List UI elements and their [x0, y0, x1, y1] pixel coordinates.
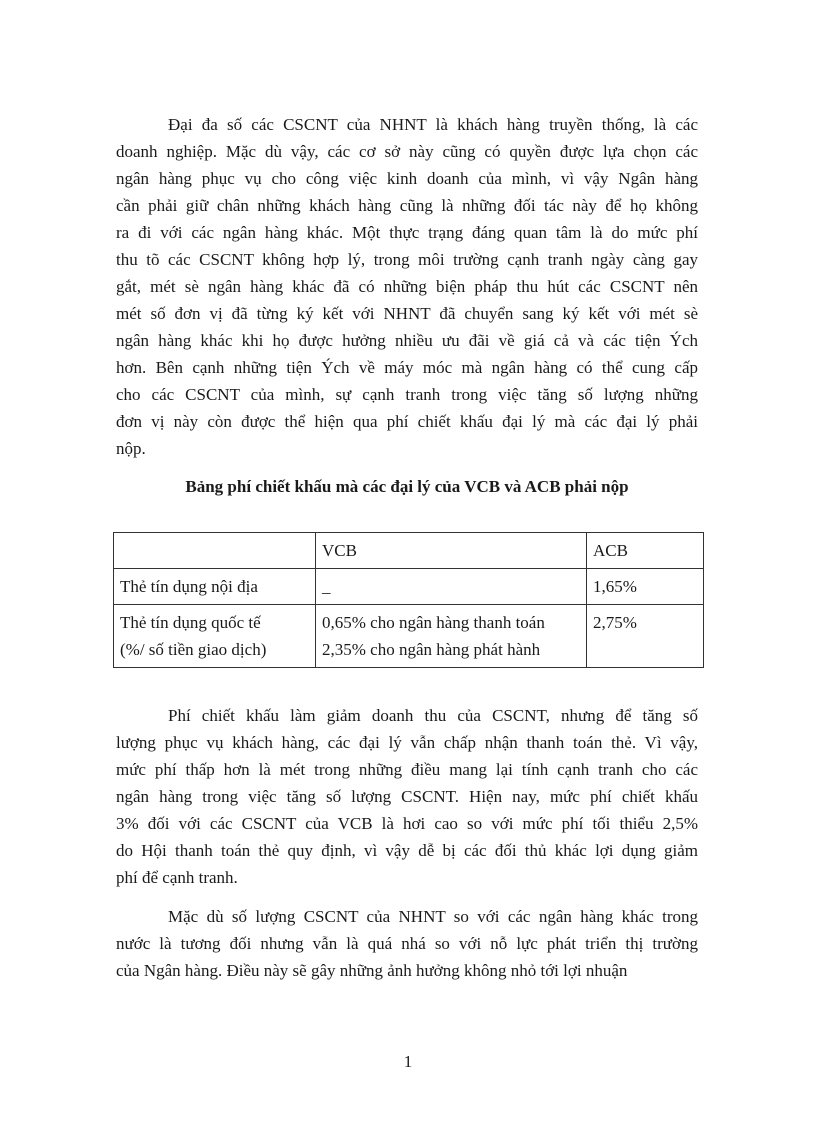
- paragraph-merchant-count: [116, 903, 698, 984]
- table-caption: Bảng phí chiết khấu mà các đại lý của VCB và ACB phải nộp: [185, 477, 629, 496]
- text-line: ngân hàng trong việc tăng số lượng CSCNT. Hiện nay, mức phí chiết khấu: [116, 787, 698, 806]
- row-label-domestic-credit-card: [114, 569, 316, 605]
- table-row: [114, 569, 704, 605]
- text-line: gắt, mét sè ngân hàng khác đã có những biện pháp thu hút các CSCNT nên: [116, 277, 698, 296]
- text-line: mức phí thấp hơn là mét trong những điều mang lại tính cạnh tranh cho các: [116, 760, 698, 779]
- text-line: mét số đơn vị đã từng ký kết với NHNT đã chuyển sang ký kết với mét sè: [116, 304, 698, 323]
- text-line: do Hội thanh toán thẻ quy định, vì vậy dễ bị các đối thủ khác lợi dụng giảm: [116, 841, 698, 860]
- text-line: 3% đối với các CSCNT của VCB là hơi cao so với mức phí tối thiểu 2,5%: [116, 814, 698, 833]
- text-line: ra đi với các ngân hàng khác. Một thực trạng đáng quan tâm là do mức phí: [116, 223, 698, 242]
- text-line: của Ngân hàng. Điều này sẽ gây những ảnh hưởng không nhỏ tới lợi nhuận: [116, 961, 628, 980]
- discount-fee-table: [113, 532, 704, 668]
- cell-line: _: [322, 577, 331, 596]
- table-header-row: [114, 533, 704, 569]
- cell-line: 2,35% cho ngân hàng phát hành: [322, 640, 541, 659]
- vcb-fee-international: [316, 605, 587, 668]
- text-line: cho các CSCNT của mình, sự cạnh tranh trong việc tăng số lượng những: [116, 385, 698, 404]
- text-line: phí để cạnh tranh.: [116, 868, 238, 887]
- text-line: Phí chiết khấu làm giảm doanh thu của CSCNT, nhưng để tăng số: [168, 706, 698, 725]
- cell-line: Thẻ tín dụng nội địa: [120, 577, 258, 596]
- text-line: đơn vị này còn được thể hiện qua phí chiết khấu đại lý mà các đại lý phải: [116, 412, 698, 431]
- cell-line: 0,65% cho ngân hàng thanh toán: [322, 613, 545, 632]
- cell-line: (%/ số tiền giao dịch): [120, 640, 267, 659]
- text-line: hơn. Bên cạnh những tiện Ých về máy móc mà ngân hàng có thể cung cấp: [116, 358, 698, 377]
- text-line: ngân hàng phục vụ cho công việc kinh doanh của mình, vì vậy Ngân hàng: [116, 169, 698, 188]
- acb-fee-international: 2,75%: [587, 605, 704, 668]
- paragraph-discount-fee-impact: [116, 702, 698, 891]
- text-line: ngân hàng khác khi họ được hưởng nhiều ưu đãi về giá cả và các tiện Ých: [116, 331, 698, 350]
- text-line: doanh nghiệp. Mặc dù vậy, các cơ sở này cũng có quyền được lựa chọn các: [116, 142, 698, 161]
- paragraph-card-merchant-customers: [116, 111, 698, 462]
- text-line: Mặc dù số lượng CSCNT của NHNT so với các ngân hàng khác trong: [168, 907, 698, 926]
- vcb-fee-domestic: [316, 569, 587, 605]
- page-number: 1: [403, 1052, 413, 1071]
- text-line: Đại đa số các CSCNT của NHNT là khách hàng truyền thống, là các: [168, 115, 698, 134]
- text-line: cần phải giữ chân những khách hàng cũng là những đối tác này để họ không: [116, 196, 698, 215]
- table-row: [114, 605, 704, 668]
- text-line: nước là tương đối nhưng vẫn là quá nhá so với nỗ lực phát triển thị trường: [116, 934, 698, 953]
- text-line: thu tõ các CSCNT không hợp lý, trong môi trường cạnh tranh ngày càng gay: [116, 250, 698, 269]
- cell-line: Thẻ tín dụng quốc tế: [120, 613, 261, 632]
- text-line: lượng phục vụ khách hàng, các đại lý vẫn chấp nhận thanh toán thẻ. Vì vậy,: [116, 733, 698, 752]
- header-cell-vcb: VCB: [316, 533, 587, 569]
- row-label-international-credit-card: [114, 605, 316, 668]
- text-line: nộp.: [116, 439, 146, 458]
- acb-fee-domestic: 1,65%: [587, 569, 704, 605]
- header-cell-empty: [114, 533, 316, 569]
- header-cell-acb: ACB: [587, 533, 704, 569]
